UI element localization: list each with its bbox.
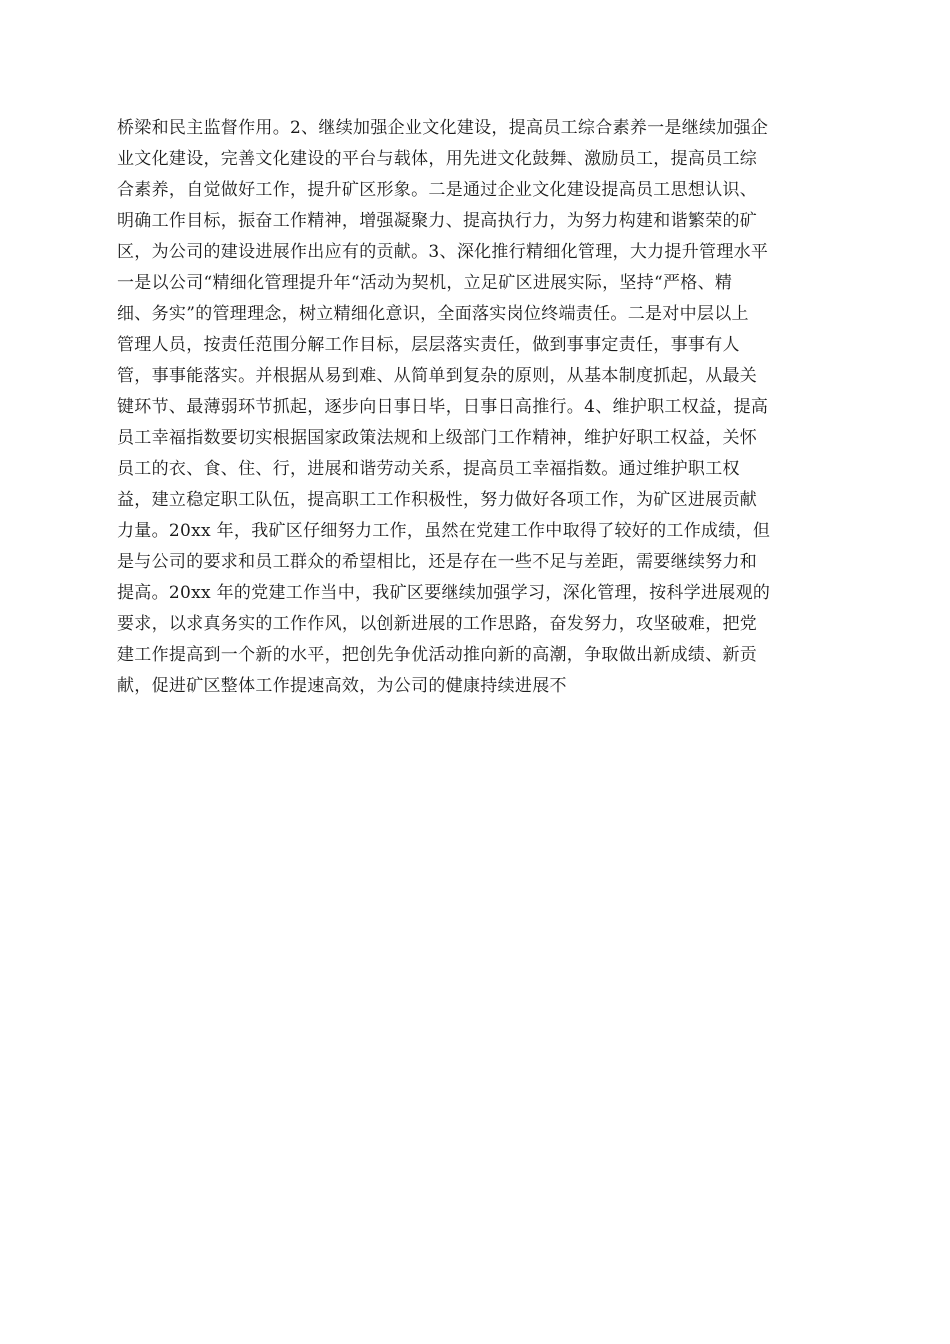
body-text bbox=[117, 113, 837, 702]
text-line: 要求，以求真务实的工作作风，以创新进展的工作思路，奋发努力，攻坚破难，把党 bbox=[117, 614, 758, 634]
text-line: 是与公司的要求和员工群众的希望相比，还是存在一些不足与差距，需要继续努力和 bbox=[117, 552, 758, 572]
text-line: 管，事事能落实。并根据从易到难、从简单到复杂的原则，从基本制度抓起，从最关 bbox=[117, 366, 758, 386]
text-line: 提高。20xx 年的党建工作当中，我矿区要继续加强学习，深化管理，按科学进展观的 bbox=[117, 583, 771, 603]
text-line: 员工的衣、食、住、行，进展和谐劳动关系，提高员工幸福指数。通过维护职工权 bbox=[117, 459, 740, 479]
text-line: 细、务实”的管理理念，树立精细化意识，全面落实岗位终端责任。二是对中层以上 bbox=[117, 304, 749, 324]
text-line: 键环节、最薄弱环节抓起，逐步向日事日毕，日事日高推行。4、维护职工权益，提高 bbox=[117, 397, 769, 417]
text-line: 员工幸福指数要切实根据国家政策法规和上级部门工作精神，维护好职工权益，关怀 bbox=[117, 428, 758, 448]
text-line: 力量。20xx 年，我矿区仔细努力工作，虽然在党建工作中取得了较好的工作成绩，但 bbox=[117, 521, 771, 541]
text-line: 业文化建设，完善文化建设的平台与载体，用先进文化鼓舞、激励员工，提高员工综 bbox=[117, 149, 758, 169]
text-line: 桥梁和民主监督作用。2、继续加强企业文化建设，提高员工综合素养一是继续加强企 bbox=[117, 118, 769, 138]
text-line: 区，为公司的建设进展作出应有的贡献。3、深化推行精细化管理，大力提升管理水平 bbox=[117, 242, 769, 262]
text-line: 献，促进矿区整体工作提速高效，为公司的健康持续进展不 bbox=[117, 676, 567, 696]
text-line: 合素养，自觉做好工作，提升矿区形象。二是通过企业文化建设提高员工思想认识、 bbox=[117, 180, 758, 200]
text-line: 管理人员，按责任范围分解工作目标，层层落实责任，做到事事定责任，事事有人 bbox=[117, 335, 740, 355]
text-line: 一是以公司“精细化管理提升年“活动为契机，立足矿区进展实际，坚持“严格、精 bbox=[117, 273, 733, 293]
text-line: 建工作提高到一个新的水平，把创先争优活动推向新的高潮，争取做出新成绩、新贡 bbox=[117, 645, 758, 665]
text-line: 明确工作目标，振奋工作精神，增强凝聚力、提高执行力，为努力构建和谐繁荣的矿 bbox=[117, 211, 758, 231]
text-line: 益，建立稳定职工队伍，提高职工工作积极性，努力做好各项工作，为矿区进展贡献 bbox=[117, 490, 758, 510]
